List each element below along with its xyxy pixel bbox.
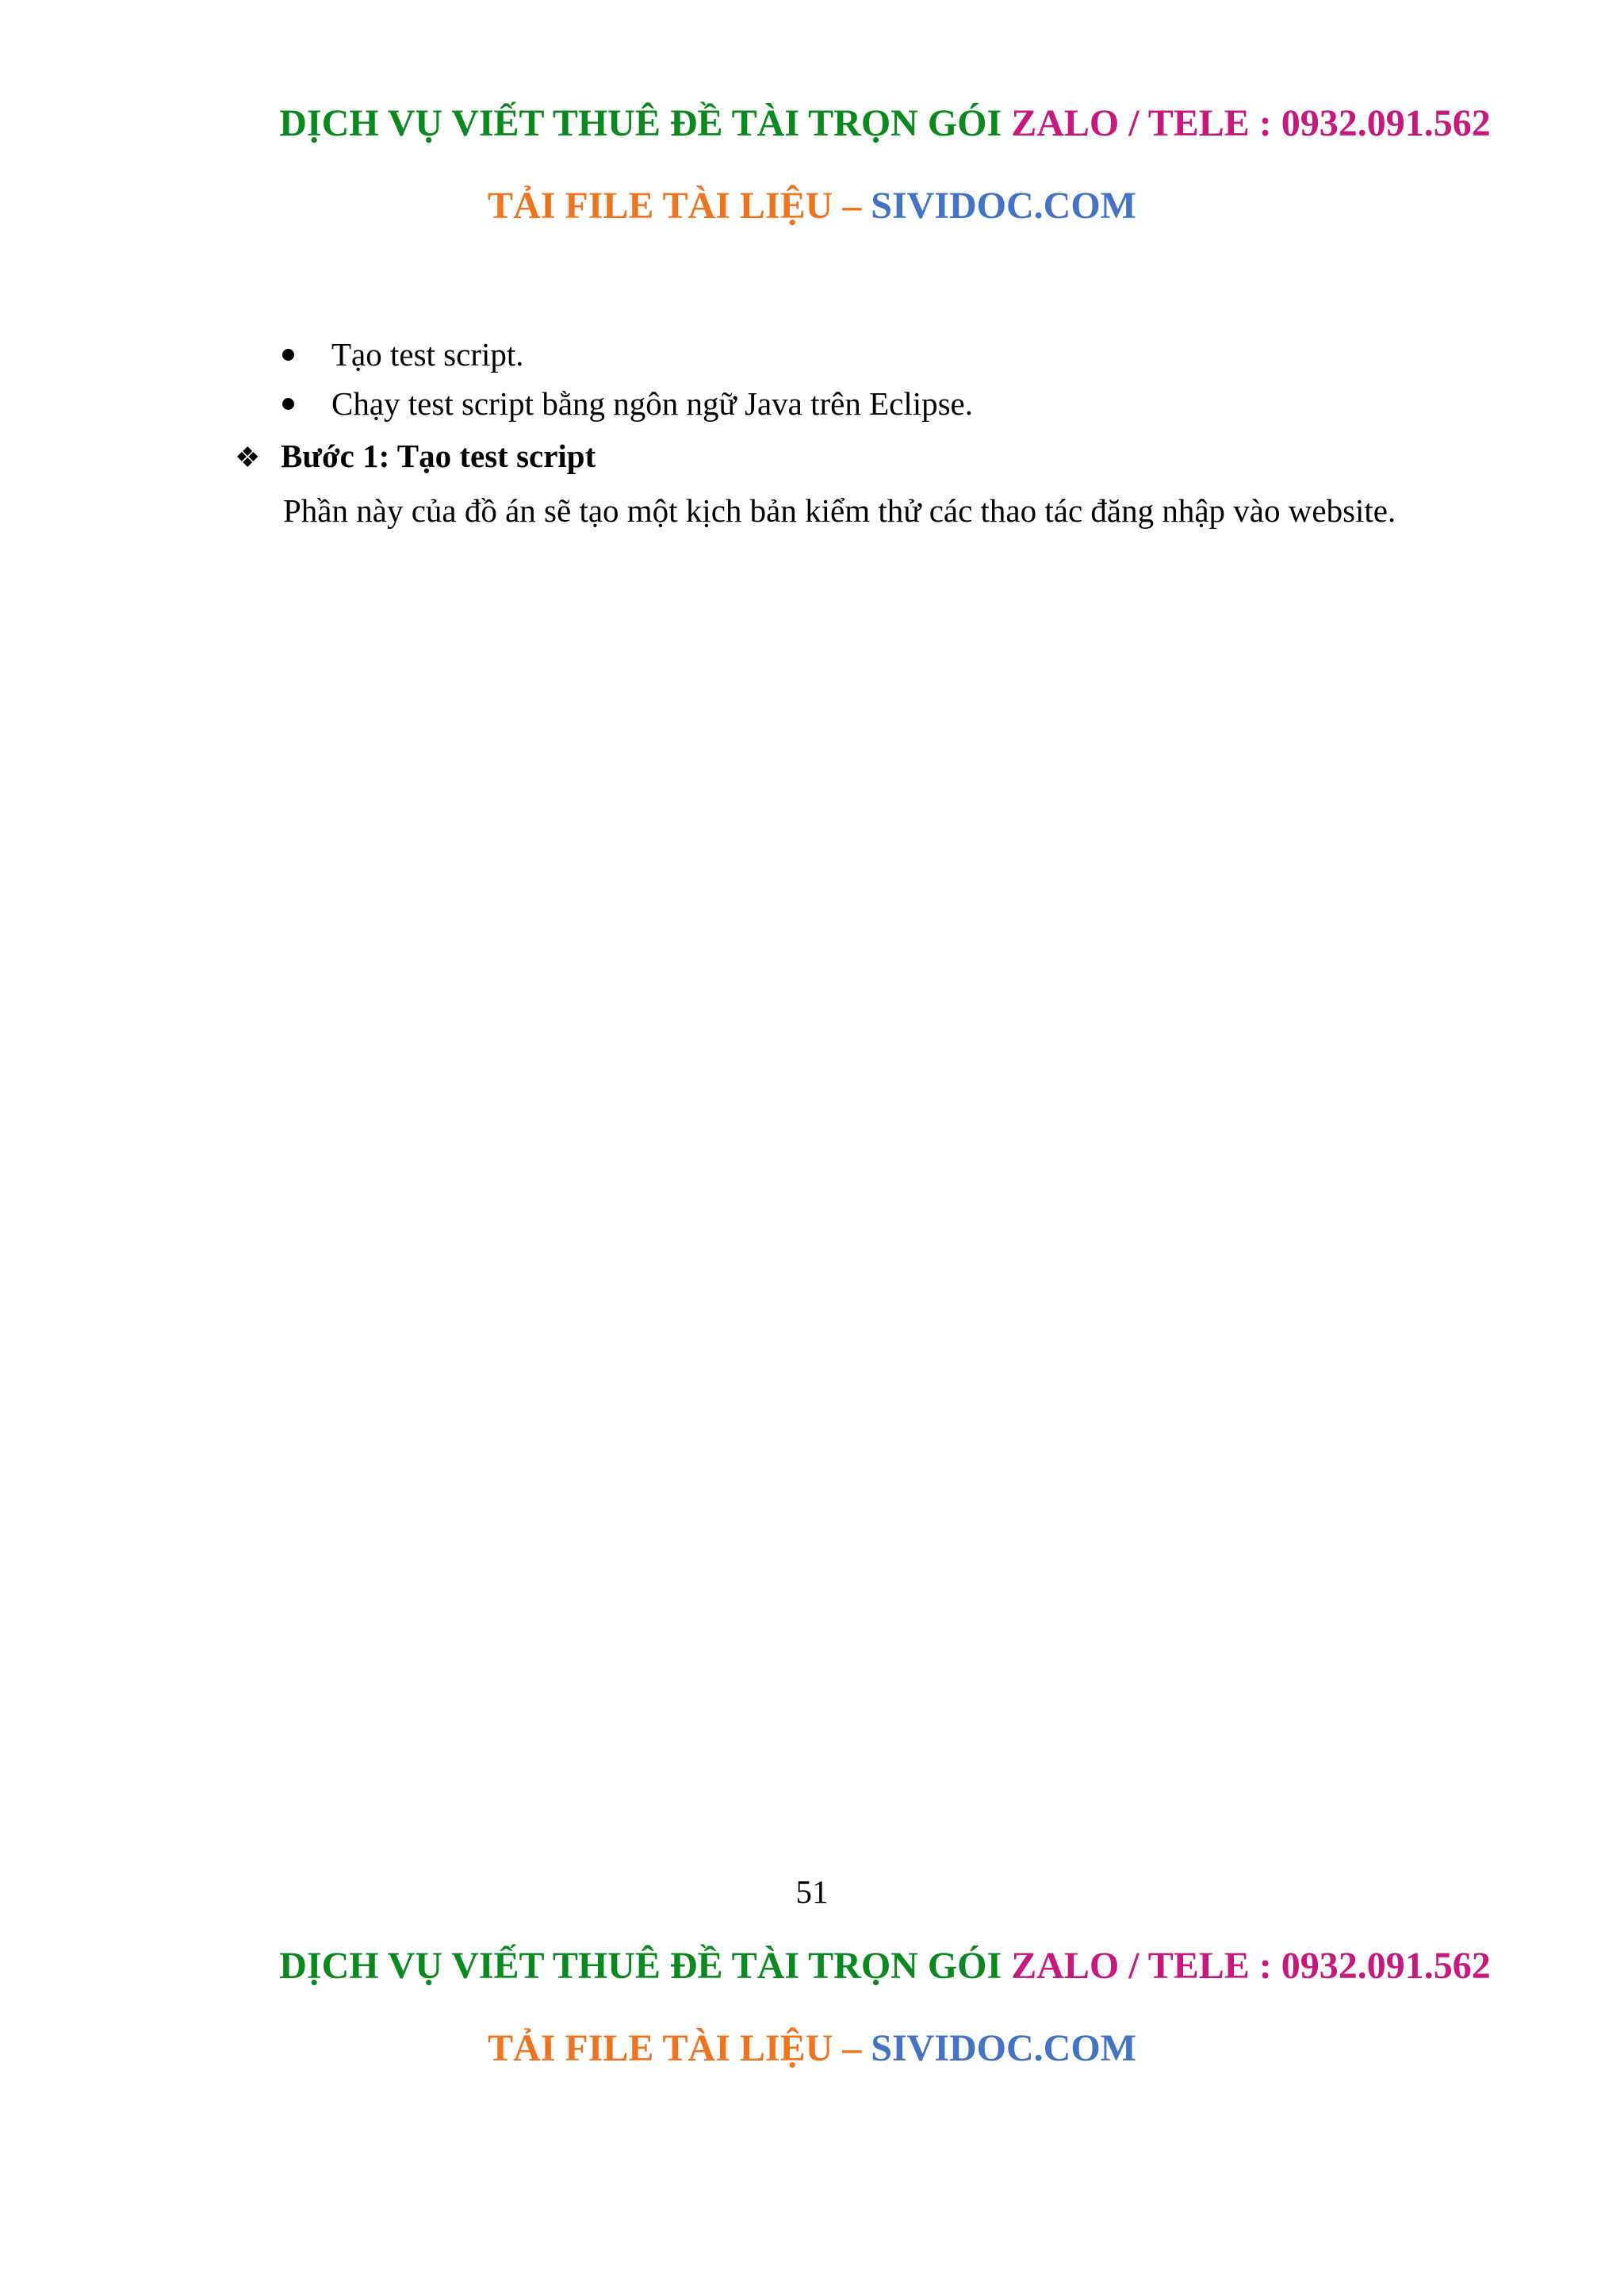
footer-site-text: SIVIDOC.COM [871, 2027, 1136, 2069]
diamond-cluster-icon: ❖ [235, 442, 261, 473]
header-download-text: TẢI FILE TÀI LIỆU [488, 185, 833, 227]
body-paragraph: Phần này của đồ án sẽ tạo một kịch bản kiểm thử các thao tác đăng nhập vào website. [283, 492, 1396, 529]
list-item-text: Tạo test script. [331, 336, 524, 373]
bullet-icon [282, 398, 294, 410]
task-bullet-list [282, 330, 973, 428]
header-dash: – [842, 185, 862, 227]
header-site-text: SIVIDOC.COM [871, 185, 1136, 227]
footer-service-text: DỊCH VỤ VIẾT THUÊ ĐỀ TÀI TRỌN GÓI [279, 1945, 1002, 1987]
footer-contact-text: ZALO / TELE : 0932.091.562 [1011, 1945, 1491, 1987]
header-contact-text: ZALO / TELE : 0932.091.562 [1011, 102, 1491, 144]
footer-download-banner [0, 2025, 1624, 2072]
footer-download-text: TẢI FILE TÀI LIỆU [488, 2027, 833, 2069]
list-item [282, 330, 973, 379]
page-number: 51 [795, 1873, 829, 1910]
list-item [282, 379, 973, 428]
header-service-text: DỊCH VỤ VIẾT THUÊ ĐỀ TÀI TRỌN GÓI [279, 102, 1002, 144]
header-service-banner [0, 100, 1624, 147]
footer-dash: – [842, 2027, 862, 2069]
step-heading-text: Bước 1: Tạo test script [281, 438, 596, 474]
header-download-banner [0, 182, 1624, 230]
bullet-icon [282, 349, 294, 361]
footer-service-banner [0, 1942, 1624, 1990]
step-heading [235, 432, 596, 481]
list-item-text: Chạy test script bằng ngôn ngữ Java trên Eclipse. [331, 385, 974, 422]
